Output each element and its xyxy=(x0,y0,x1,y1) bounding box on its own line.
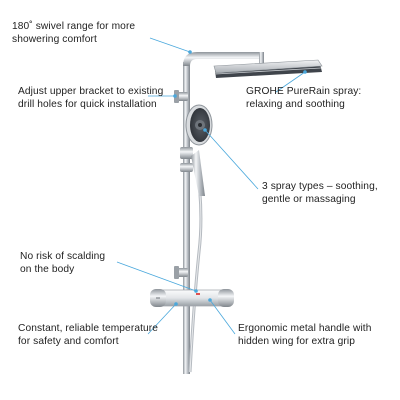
hand-shower-holder xyxy=(180,147,193,159)
callout-temp-line-2: for safety and comfort xyxy=(18,335,119,347)
thermostat-bar xyxy=(150,289,234,307)
callout-spray-types xyxy=(262,181,378,206)
callout-bracket-line-1: Adjust upper bracket to existing xyxy=(18,86,164,97)
callout-scald-line-1: No risk of scalding xyxy=(20,251,106,262)
rain-shower-head xyxy=(214,60,322,78)
callout-no-scalding xyxy=(20,251,105,276)
callout-swivel-line-1: 180˚ swivel range for more xyxy=(12,21,136,32)
callout-scald-line-2: on the body xyxy=(20,263,75,275)
callout-purerain-line-1: GROHE PureRain spray: xyxy=(246,86,362,97)
slider-bracket xyxy=(180,163,193,172)
callout-swivel-line-2: showering comfort xyxy=(12,33,97,45)
callout-handle-line-2: hidden wing for extra grip xyxy=(238,335,355,347)
callout-swivel-range xyxy=(12,21,135,46)
metal-handle xyxy=(218,289,234,307)
callout-upper-bracket xyxy=(18,86,163,111)
callout-handle-line-1: Ergonomic metal handle with xyxy=(238,323,372,334)
callout-spray-line-1: 3 spray types – soothing, xyxy=(262,181,378,192)
callout-constant-temperature xyxy=(18,323,158,348)
callout-purerain-line-2: relaxing and soothing xyxy=(246,98,345,110)
callout-purerain-spray xyxy=(246,86,361,111)
riser-pipe xyxy=(183,62,190,374)
callout-temp-line-1: Constant, reliable temperature xyxy=(18,323,159,334)
callout-spray-line-2: gentle or massaging xyxy=(262,193,356,205)
callout-ergonomic-handle xyxy=(238,323,372,348)
callout-bracket-line-2: drill holes for quick installation xyxy=(18,98,157,110)
